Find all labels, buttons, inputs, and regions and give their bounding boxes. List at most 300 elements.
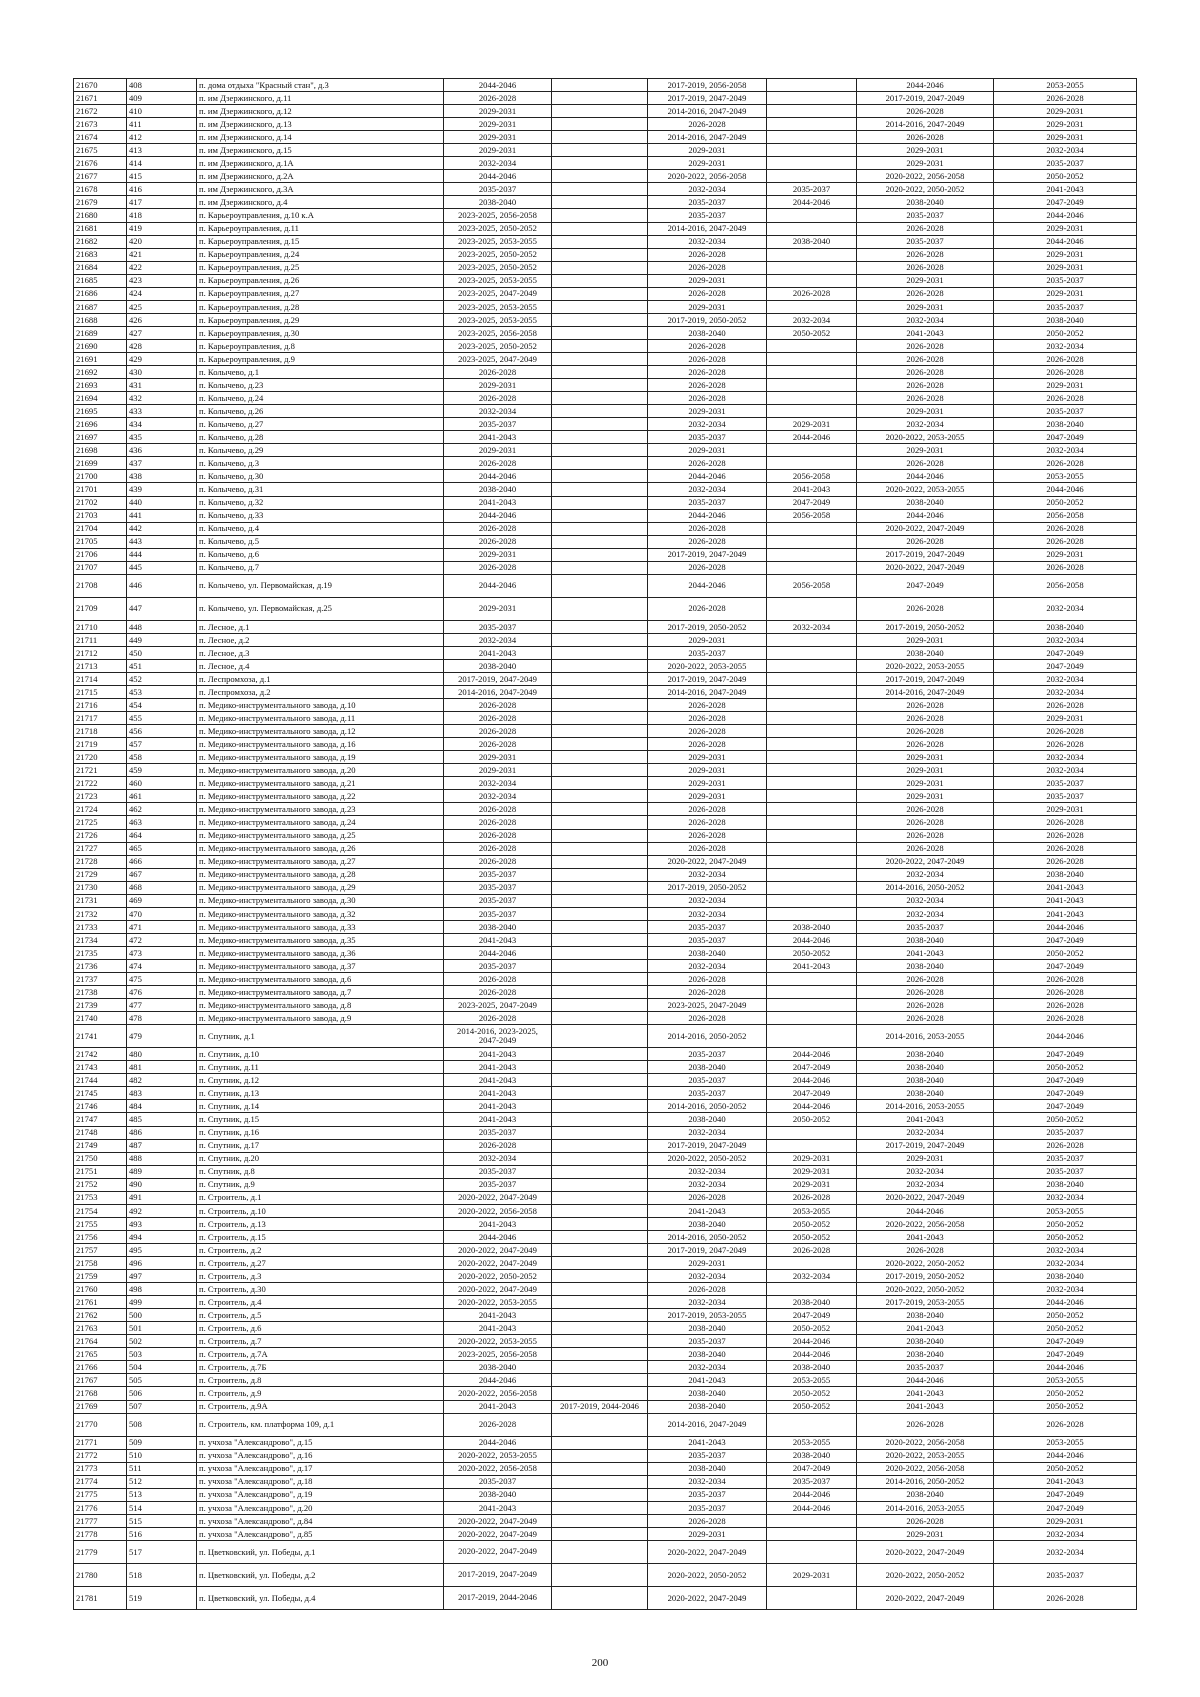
table-cell: 2053-2055 [994,1374,1137,1387]
table-cell: 21693 [74,379,127,392]
table-cell: 21674 [74,131,127,144]
table-cell [552,522,648,535]
table-cell [552,620,648,633]
table-cell: п. Лесное, д.2 [197,633,444,646]
table-cell: 2032-2034 [648,235,767,248]
table-cell: 2044-2046 [767,1074,857,1087]
table-cell [552,1048,648,1061]
table-cell: 2017-2019, 2047-2049 [648,1243,767,1256]
table-cell: 460 [127,777,197,790]
table-cell: 2050-2052 [994,1462,1137,1475]
table-cell: 497 [127,1270,197,1283]
table-cell: 2026-2028 [857,352,994,365]
table-row [74,1400,1137,1413]
table-cell: 2026-2028 [767,1191,857,1204]
table-cell [552,1061,648,1074]
table-cell: 2026-2028 [444,803,552,816]
table-cell: 2026-2028 [648,1012,767,1025]
table-cell: 451 [127,659,197,672]
table-cell: 2032-2034 [648,483,767,496]
table-cell: 519 [127,1586,197,1609]
table-cell: 2014-2016, 2047-2049 [444,686,552,699]
table-cell: 2050-2052 [994,1230,1137,1243]
table-cell [552,868,648,881]
table-cell: п. Спутник, д.1 [197,1025,444,1048]
table-cell: 2017-2019, 2047-2049 [648,548,767,561]
table-cell [552,1488,648,1501]
table-cell: 2026-2028 [444,829,552,842]
table-cell: 2038-2040 [857,1087,994,1100]
table-cell: 21691 [74,352,127,365]
table-cell: 510 [127,1449,197,1462]
table-cell [767,92,857,105]
table-cell: 2050-2052 [994,1322,1137,1335]
table-cell: 2041-2043 [857,1230,994,1243]
table-cell [552,816,648,829]
table-cell: 2020-2022, 2047-2049 [857,522,994,535]
table-cell: 2029-2031 [857,444,994,457]
table-row [74,1296,1137,1309]
table-cell: 509 [127,1436,197,1449]
table-cell [552,973,648,986]
table-cell: 2044-2046 [767,431,857,444]
table-cell [552,183,648,196]
table-cell: 21778 [74,1527,127,1540]
table-cell [767,261,857,274]
table-cell: 2026-2028 [994,392,1137,405]
table-cell: п. Строитель, д.7А [197,1348,444,1361]
table-cell: 2032-2034 [648,1165,767,1178]
table-cell [552,248,648,261]
table-cell [767,157,857,170]
table-cell: 2029-2031 [444,131,552,144]
table-cell: 2032-2034 [994,444,1137,457]
table-cell: п. Строитель, д.8 [197,1374,444,1387]
table-row [74,418,1137,431]
table-cell: 2020-2022, 2056-2058 [648,170,767,183]
table-row [74,1374,1137,1387]
table-cell: 479 [127,1025,197,1048]
table-cell [767,118,857,131]
table-row [74,1165,1137,1178]
table-cell [552,986,648,999]
table-cell: 2020-2022, 2047-2049 [648,1540,767,1563]
table-cell: 2035-2037 [444,960,552,973]
table-cell [552,1100,648,1113]
table-cell [552,300,648,313]
table-cell: 2026-2028 [994,699,1137,712]
table-cell [552,933,648,946]
table-cell: п. Строитель, д.7 [197,1335,444,1348]
table-cell: 2038-2040 [857,1061,994,1074]
table-cell [552,1348,648,1361]
table-row [74,339,1137,352]
table-cell: 2035-2037 [767,1475,857,1488]
table-cell: 2029-2031 [648,777,767,790]
table-cell [552,92,648,105]
table-cell: 2032-2034 [444,405,552,418]
table-cell: 2035-2037 [648,1335,767,1348]
table-cell: 21749 [74,1139,127,1152]
table-cell [767,842,857,855]
table-row [74,326,1137,339]
table-cell: п. Колычево, д.4 [197,522,444,535]
table-cell [767,1283,857,1296]
table-cell: 503 [127,1348,197,1361]
table-cell: 2017-2019, 2047-2049 [857,548,994,561]
table-cell: 2047-2049 [994,960,1137,973]
table-cell: 21731 [74,894,127,907]
table-cell: 2038-2040 [857,1309,994,1322]
table-cell: 21740 [74,1012,127,1025]
table-cell: 2026-2028 [857,131,994,144]
table-cell: 2026-2028 [857,1012,994,1025]
table-row [74,235,1137,248]
table-cell: 2029-2031 [994,261,1137,274]
table-cell: 2050-2052 [994,1061,1137,1074]
table-cell: 2026-2028 [857,535,994,548]
table-cell [767,1527,857,1540]
table-cell: 489 [127,1165,197,1178]
table-cell: 2029-2031 [648,751,767,764]
table-cell: 2029-2031 [857,300,994,313]
table-cell: 21702 [74,496,127,509]
table-row [74,894,1137,907]
table-cell: п. Строитель, км. платформа 109, д.1 [197,1413,444,1436]
table-cell: 2032-2034 [648,1361,767,1374]
table-cell: 21726 [74,829,127,842]
table-cell: 472 [127,933,197,946]
table-cell: п. Медико-инструментального завода, д.30 [197,894,444,907]
table-cell [552,196,648,209]
table-cell: 2038-2040 [648,1217,767,1230]
table-cell: 2026-2028 [857,1243,994,1256]
table-cell: 491 [127,1191,197,1204]
table-cell: 2050-2052 [994,326,1137,339]
table-cell: 2026-2028 [767,287,857,300]
table-cell: 2047-2049 [994,1074,1137,1087]
table-row [74,483,1137,496]
table-cell: 442 [127,522,197,535]
table-cell: 427 [127,326,197,339]
table-cell: 2035-2037 [767,183,857,196]
table-row [74,92,1137,105]
table-cell [552,1025,648,1048]
table-cell [767,105,857,118]
table-cell [767,209,857,222]
table-cell: 2026-2028 [857,261,994,274]
table-cell: 2041-2043 [444,1322,552,1335]
table-cell: п. Колычево, д.23 [197,379,444,392]
table-cell: п. Карьероуправления, д.29 [197,313,444,326]
table-row [74,1449,1137,1462]
table-cell: 505 [127,1374,197,1387]
table-cell: 2035-2037 [857,235,994,248]
table-cell: 2026-2028 [994,92,1137,105]
table-cell: 2026-2028 [648,457,767,470]
table-cell: 2026-2028 [994,842,1137,855]
table-cell: 2029-2031 [767,418,857,431]
table-cell: 2026-2028 [648,597,767,620]
table-cell: 2050-2052 [767,326,857,339]
table-cell: 2041-2043 [994,881,1137,894]
table-cell: п. Строитель, д.4 [197,1296,444,1309]
table-cell: 2032-2034 [857,313,994,326]
table-cell [552,1204,648,1217]
table-row [74,1309,1137,1322]
table-cell: п. Медико-инструментального завода, д.28 [197,868,444,881]
table-cell: 2044-2046 [994,235,1137,248]
table-cell: п. Карьероуправления, д.15 [197,235,444,248]
table-cell: 2014-2016, 2047-2049 [648,222,767,235]
table-cell: 459 [127,764,197,777]
table-cell: 463 [127,816,197,829]
table-cell: 2032-2034 [994,1191,1137,1204]
table-cell: 456 [127,725,197,738]
table-cell [552,144,648,157]
table-cell: 2026-2028 [444,522,552,535]
table-cell [552,1178,648,1191]
table-cell: 2029-2031 [857,1152,994,1165]
table-cell [552,686,648,699]
table-cell: 21681 [74,222,127,235]
table-row [74,1335,1137,1348]
table-cell [552,633,648,646]
table-row [74,1048,1137,1061]
table-row [74,1191,1137,1204]
table-cell [552,1243,648,1256]
table-cell: 21780 [74,1563,127,1586]
table-cell: 21735 [74,946,127,959]
table-cell: 2020-2022, 2047-2049 [648,855,767,868]
table-cell: 21671 [74,92,127,105]
table-cell: 21747 [74,1113,127,1126]
table-cell: 2044-2046 [767,196,857,209]
table-cell: 2044-2046 [994,483,1137,496]
table-cell: 2023-2025, 2053-2055 [444,300,552,313]
table-cell [767,1256,857,1269]
table-cell: 21743 [74,1061,127,1074]
table-cell: 2035-2037 [857,1361,994,1374]
table-cell [552,326,648,339]
table-cell: 2047-2049 [857,574,994,597]
table-cell: 2014-2016, 2053-2055 [857,1501,994,1514]
table-cell: 2017-2019, 2047-2049 [857,1139,994,1152]
table-cell: 2026-2028 [994,829,1137,842]
table-cell: 21775 [74,1488,127,1501]
table-row [74,561,1137,574]
table-cell: 2017-2019, 2047-2049 [648,1139,767,1152]
table-cell: п. Карьероуправления, д.10 к.А [197,209,444,222]
table-cell: 2041-2043 [444,933,552,946]
table-cell [552,366,648,379]
table-cell: 2056-2058 [994,574,1137,597]
table-row [74,738,1137,751]
table-cell: 21714 [74,672,127,685]
table-cell: 2017-2019, 2044-2046 [444,1586,552,1609]
table-cell: 21777 [74,1514,127,1527]
table-cell [552,790,648,803]
table-cell: 2035-2037 [444,183,552,196]
table-cell: 2023-2025, 2047-2049 [444,352,552,365]
table-cell: 2044-2046 [857,1374,994,1387]
table-cell: 2053-2055 [767,1436,857,1449]
table-cell: 2026-2028 [994,738,1137,751]
table-cell: 2035-2037 [648,196,767,209]
table-cell: 2041-2043 [648,1374,767,1387]
table-cell: 482 [127,1074,197,1087]
table-cell: 507 [127,1400,197,1413]
table-cell: 2032-2034 [994,1527,1137,1540]
table-cell: 515 [127,1514,197,1527]
table-cell: 2047-2049 [994,659,1137,672]
table-row [74,1462,1137,1475]
table-cell: 2038-2040 [444,196,552,209]
table-cell: 2035-2037 [994,1152,1137,1165]
table-cell: 2014-2016, 2047-2049 [857,686,994,699]
table-cell: 2029-2031 [857,157,994,170]
table-cell: 21734 [74,933,127,946]
table-cell: 483 [127,1087,197,1100]
table-cell: 2047-2049 [994,1348,1137,1361]
table-row [74,1488,1137,1501]
table-row [74,470,1137,483]
table-row [74,313,1137,326]
table-cell: 2041-2043 [857,326,994,339]
table-row [74,509,1137,522]
table-cell: 2053-2055 [994,79,1137,92]
table-cell: 2026-2028 [994,855,1137,868]
table-cell [552,725,648,738]
table-cell [552,1139,648,1152]
table-cell: п. Медико-инструментального завода, д.8 [197,999,444,1012]
table-cell: 411 [127,118,197,131]
table-row [74,79,1137,92]
table-cell: 2017-2019, 2044-2046 [552,1400,648,1413]
table-cell [767,986,857,999]
table-cell: 21773 [74,1462,127,1475]
table-cell: 2020-2022, 2047-2049 [444,1243,552,1256]
table-cell: 432 [127,392,197,405]
table-cell [552,659,648,672]
table-row [74,907,1137,920]
table-row [74,183,1137,196]
table-cell: 2026-2028 [857,366,994,379]
table-cell [767,522,857,535]
table-row [74,209,1137,222]
table-cell [552,1152,648,1165]
table-row [74,1243,1137,1256]
table-cell: 2032-2034 [444,633,552,646]
table-cell: 2038-2040 [648,946,767,959]
table-cell [767,829,857,842]
table-cell: 2014-2016, 2047-2049 [857,118,994,131]
table-cell: 21721 [74,764,127,777]
table-cell: 418 [127,209,197,222]
table-cell: 2044-2046 [444,574,552,597]
table-cell: п. Строитель, д.6 [197,1322,444,1335]
table-cell: 2029-2031 [444,597,552,620]
table-cell: 21739 [74,999,127,1012]
table-cell: 21713 [74,659,127,672]
table-cell: 486 [127,1126,197,1139]
table-cell: 450 [127,646,197,659]
table-cell: 2026-2028 [648,261,767,274]
table-cell: 508 [127,1413,197,1436]
schedule-table-body [74,79,1137,1610]
table-cell: 2044-2046 [648,470,767,483]
table-cell: 2032-2034 [648,1296,767,1309]
table-cell: 2035-2037 [648,933,767,946]
table-cell: 2026-2028 [857,457,994,470]
table-cell: 419 [127,222,197,235]
table-cell: п. Строитель, д.7Б [197,1361,444,1374]
table-cell: п. Спутник, д.16 [197,1126,444,1139]
table-cell [767,131,857,144]
table-row [74,803,1137,816]
table-cell: 2014-2016, 2047-2049 [648,105,767,118]
table-cell: 2035-2037 [994,1126,1137,1139]
table-cell: п. Строитель, д.9А [197,1400,444,1413]
table-cell: 2029-2031 [857,764,994,777]
table-cell [552,946,648,959]
table-cell: 410 [127,105,197,118]
table-row [74,699,1137,712]
table-cell [552,1436,648,1449]
page-number: 200 [591,1657,609,1669]
table-cell: 2050-2052 [994,1217,1137,1230]
table-cell: 426 [127,313,197,326]
table-cell: 444 [127,548,197,561]
table-cell: 21750 [74,1152,127,1165]
table-cell: 2020-2022, 2053-2055 [444,1335,552,1348]
table-cell [767,1025,857,1048]
table-row [74,1413,1137,1436]
table-cell: 2050-2052 [994,1400,1137,1413]
table-cell: 462 [127,803,197,816]
table-cell [552,470,648,483]
table-row [74,405,1137,418]
table-cell: 2035-2037 [994,790,1137,803]
table-cell: 21736 [74,960,127,973]
table-cell: п. учхоза "Александрово", д.15 [197,1436,444,1449]
table-cell: 412 [127,131,197,144]
table-cell: 2029-2031 [857,274,994,287]
table-cell: п. Карьероуправления, д.28 [197,300,444,313]
table-row [74,1230,1137,1243]
table-cell: 2032-2034 [857,1165,994,1178]
table-cell: 2038-2040 [648,326,767,339]
table-cell: 21765 [74,1348,127,1361]
table-cell: 454 [127,699,197,712]
table-cell: п. Цветковский, ул. Победы, д.4 [197,1586,444,1609]
table-row [74,1152,1137,1165]
table-row [74,352,1137,365]
table-cell: 21737 [74,973,127,986]
table-cell: п. Колычево, д.3 [197,457,444,470]
table-cell: п. Цветковский, ул. Победы, д.1 [197,1540,444,1563]
table-cell: 2026-2028 [444,842,552,855]
table-cell: 2032-2034 [648,1178,767,1191]
table-cell: 21776 [74,1501,127,1514]
table-cell: 420 [127,235,197,248]
table-cell: 2032-2034 [994,1283,1137,1296]
table-cell: 2032-2034 [857,1126,994,1139]
table-cell: 2023-2025, 2050-2052 [444,261,552,274]
table-cell: 2047-2049 [994,196,1137,209]
table-row [74,672,1137,685]
table-cell: 2047-2049 [994,1100,1137,1113]
